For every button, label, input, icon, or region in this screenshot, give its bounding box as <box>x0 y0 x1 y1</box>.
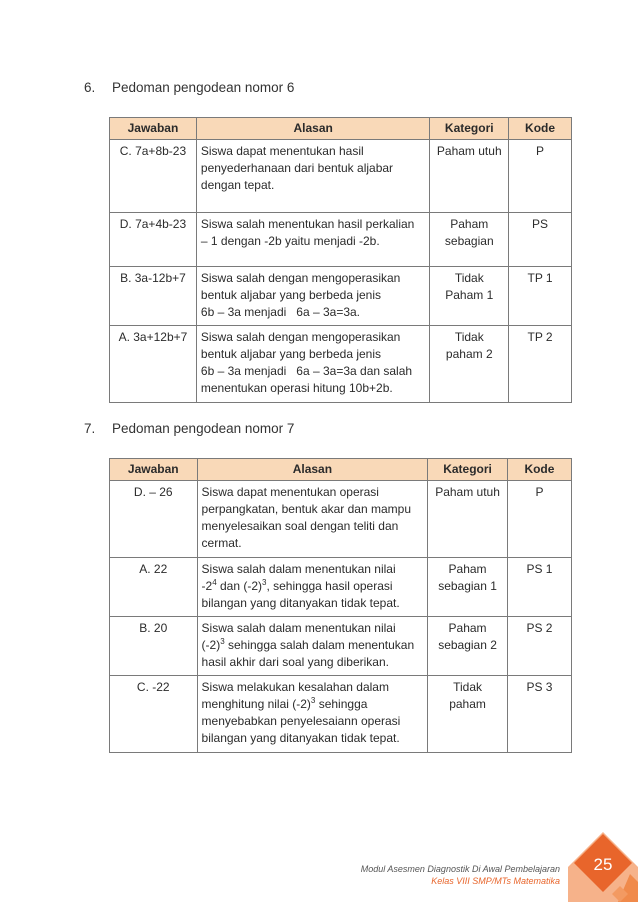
cell-alasan: Siswa salah dengan mengoperasikan bentuk aljabar yang berbeda jenis 6b – 3a menjadi 6a – 3a=3a dan salah menentukan operasi hitung 10b+2b. <box>196 326 430 403</box>
cell-alasan: Siswa dapat menentukan hasil penyederhanaan dari bentuk aljabar dengan tepat. <box>196 140 430 213</box>
page-footer <box>361 863 560 887</box>
header-kategori: Kategori <box>430 118 509 140</box>
footer-module-title: Modul Asesmen Diagnostik Di Awal Pembelajaran <box>360 864 560 874</box>
cell-alasan: Siswa dapat menentukan operasi perpangkatan, bentuk akar dan mampu menyelesaikan soal dengan teliti dan cermat. <box>197 481 428 558</box>
cell-kategori: Paham sebagian 1 <box>428 558 508 617</box>
cell-jawaban: A. 3a+12b+7 <box>110 326 197 403</box>
cell-alasan: Siswa salah dalam menentukan nilai $(-2)^3$ sehingga salah dalam menentukan hasil akhir dari soal yang diberikan. <box>197 617 428 676</box>
coding-table-6 <box>109 117 572 403</box>
cell-jawaban: B. 3a-12b+7 <box>110 267 197 326</box>
header-alasan: Alasan <box>196 118 430 140</box>
cell-kode: PS 3 <box>507 676 571 753</box>
cell-jawaban: C. -22 <box>110 676 198 753</box>
footer-class-subject: Kelas VIII SMP/MTs Matematika <box>431 876 560 886</box>
cell-kode: TP 2 <box>509 326 572 403</box>
table-row <box>110 558 572 617</box>
coding-table-7 <box>109 458 572 753</box>
cell-kode: PS <box>509 213 572 267</box>
cell-alasan: Siswa salah menentukan hasil perkalian – 1 dengan -2b yaitu menjadi -2b. <box>196 213 430 267</box>
header-kode: Kode <box>509 118 572 140</box>
cell-jawaban: B. 20 <box>110 617 198 676</box>
header-jawaban: Jawaban <box>110 459 198 481</box>
table-row <box>110 326 572 403</box>
cell-alasan: Siswa melakukan kesalahan dalam menghitung nilai $(-2)^3$ sehingga menyebabkan penyelesaiann operasi bilangan yang ditanyakan tidak tepat. <box>197 676 428 753</box>
table-row <box>110 213 572 267</box>
cell-kategori: Paham utuh <box>430 140 509 213</box>
cell-kode: PS 2 <box>507 617 571 676</box>
header-kategori: Kategori <box>428 459 508 481</box>
table-header-row <box>110 118 572 140</box>
section-title: Pedoman pengodean nomor 6 <box>112 80 295 95</box>
page-number: 25 <box>593 855 613 874</box>
cell-kategori: Tidak paham 2 <box>430 326 509 403</box>
cell-alasan: Siswa salah dalam menentukan nilai $-2^4$ dan $(-2)^3$, sehingga hasil operasi bilangan yang ditanyakan tidak tepat. <box>197 558 428 617</box>
cell-kode: PS 1 <box>507 558 571 617</box>
section-number: 7. <box>84 421 96 436</box>
table-row <box>110 481 572 558</box>
table-row <box>110 617 572 676</box>
cell-kategori: Tidak paham <box>428 676 508 753</box>
cell-jawaban: D. 7a+4b-23 <box>110 213 197 267</box>
header-jawaban: Jawaban <box>110 118 197 140</box>
table-row <box>110 140 572 213</box>
section-6-heading <box>84 80 294 95</box>
header-alasan: Alasan <box>197 459 428 481</box>
cell-alasan: Siswa salah dengan mengoperasikan bentuk aljabar yang berbeda jenis 6b – 3a menjadi 6a – 3a=3a. <box>196 267 430 326</box>
section-7-heading <box>84 421 294 436</box>
section-title: Pedoman pengodean nomor 7 <box>112 421 295 436</box>
cell-kode: P <box>507 481 571 558</box>
header-kode: Kode <box>507 459 571 481</box>
table-header-row <box>110 459 572 481</box>
cell-kode: TP 1 <box>509 267 572 326</box>
table-row <box>110 267 572 326</box>
cell-jawaban: A. 22 <box>110 558 198 617</box>
cell-kategori: Paham sebagian <box>430 213 509 267</box>
cell-kategori: Tidak Paham 1 <box>430 267 509 326</box>
cell-kode: P <box>509 140 572 213</box>
section-number: 6. <box>84 80 96 95</box>
cell-kategori: Paham sebagian 2 <box>428 617 508 676</box>
table-row <box>110 676 572 753</box>
page-number-badge <box>568 832 638 902</box>
cell-jawaban: C. 7a+8b-23 <box>110 140 197 213</box>
cell-kategori: Paham utuh <box>428 481 508 558</box>
cell-jawaban: D. – 26 <box>110 481 198 558</box>
